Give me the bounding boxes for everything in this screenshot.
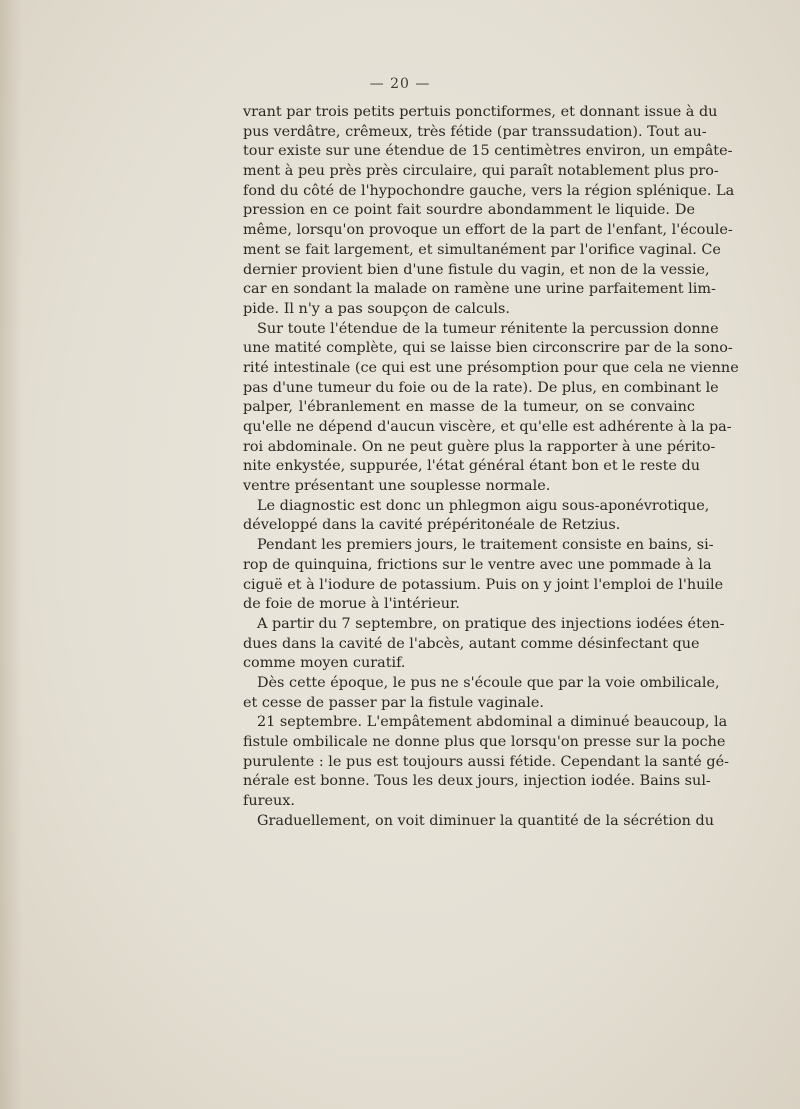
text-line: ciguë et à l'iodure de potassium. Puis on y joint l'emploi de l'huile [243,576,724,593]
text-line: fistule ombilicale ne donne plus que lorsqu'on presse sur la poche [243,734,726,750]
text-line: nite enkystée, suppurée, l'état général étant bon et le reste du [243,458,701,475]
text-line: 21 septembre. L'empâtement abdominal a diminué beaucoup, la [257,714,728,731]
text-line: même, lorsqu'on provoque un effort de la part de l'enfant, l'écoule- [243,222,733,239]
text-line: ment se fait largement, et simultanément par l'orifice vaginal. Ce [243,241,721,258]
text-line: nérale est bonne. Tous les deux jours, injection iodée. Bains sul- [243,773,711,790]
text-line: dues dans la cavité de l'abcès, autant comme désinfectant que [243,635,700,652]
paragraph [243,103,735,320]
text-line: roi abdominale. On ne peut guère plus la rapporter à une périto- [243,438,716,455]
text-line: pus verdâtre, crêmeux, très fétide (par transsudation). Tout au- [243,123,707,140]
page-number: — 20 — [369,76,431,92]
text-line: rop de quinquina, frictions sur le ventre avec une pommade à la [243,556,712,573]
paragraph [243,497,710,536]
text-line: vrant par trois petits pertuis ponctiformes, et donnant issue à du [243,104,718,120]
paragraph [243,713,729,811]
text-line: Le diagnostic est donc un phlegmon aigu sous-aponévrotique, [257,497,710,514]
paragraph [243,320,739,497]
text-line: Sur toute l'étendue de la tumeur rénitente la percussion donne [257,320,719,337]
text-line: purulente : le pus est toujours aussi fétide. Cependant la santé gé- [243,753,729,770]
paragraph [243,812,714,832]
text-line: ment à peu près près circulaire, qui paraît notablement plus pro- [243,163,719,180]
text-line: Graduellement, on voit diminuer la quantité de la sécrétion du [257,812,714,829]
paragraph [243,536,724,615]
text-line: fond du côté de l'hypochondre gauche, vers la région splénique. La [243,182,735,199]
text-line: pide. Il n'y a pas soupçon de calculs. [243,300,510,317]
text-line: pas d'une tumeur du foie ou de la rate). De plus, en combinant le [243,379,719,396]
text-line: développé dans la cavité prépéritonéale de Retzius. [243,517,621,534]
text-line: fureux. [243,793,295,810]
text-line: tour existe sur une étendue de 15 centimètres environ, un empâte- [243,143,733,160]
body-text [243,103,739,831]
text-line: car en sondant la malade on ramène une urine parfaitement lim- [243,281,716,298]
text-line: qu'elle ne dépend d'aucun viscère, et qu'elle est adhérente à la pa- [243,419,732,435]
text-line: de foie de morue à l'intérieur. [243,596,460,613]
text-line: rité intestinale (ce qui est une présomption pour que cela ne vienne [243,359,739,376]
text-line: dernier provient bien d'une fistule du vagin, et non de la vessie, [243,261,710,278]
text-line: ventre présentant une souplesse normale. [243,478,551,495]
text-line: une matité complète, qui se laisse bien circonscrire par de la sono- [243,340,733,357]
text-line: pression en ce point fait sourdre abondamment le liquide. De [243,202,695,219]
text-line: et cesse de passer par la fistule vaginale. [243,694,544,711]
text-line: palper, l'ébranlement en masse de la tumeur, on se convainc [243,399,695,416]
paragraph [243,615,725,674]
paragraph [243,674,720,713]
text-line: A partir du 7 septembre, on pratique des injections iodées éten- [257,615,725,632]
page-edge-shadow [0,0,22,1109]
text-line: comme moyen curatif. [243,655,406,672]
text-line: Pendant les premiers jours, le traitement consiste en bains, si- [257,537,714,554]
text-line: Dès cette époque, le pus ne s'écoule que par la voie ombilicale, [257,674,720,691]
